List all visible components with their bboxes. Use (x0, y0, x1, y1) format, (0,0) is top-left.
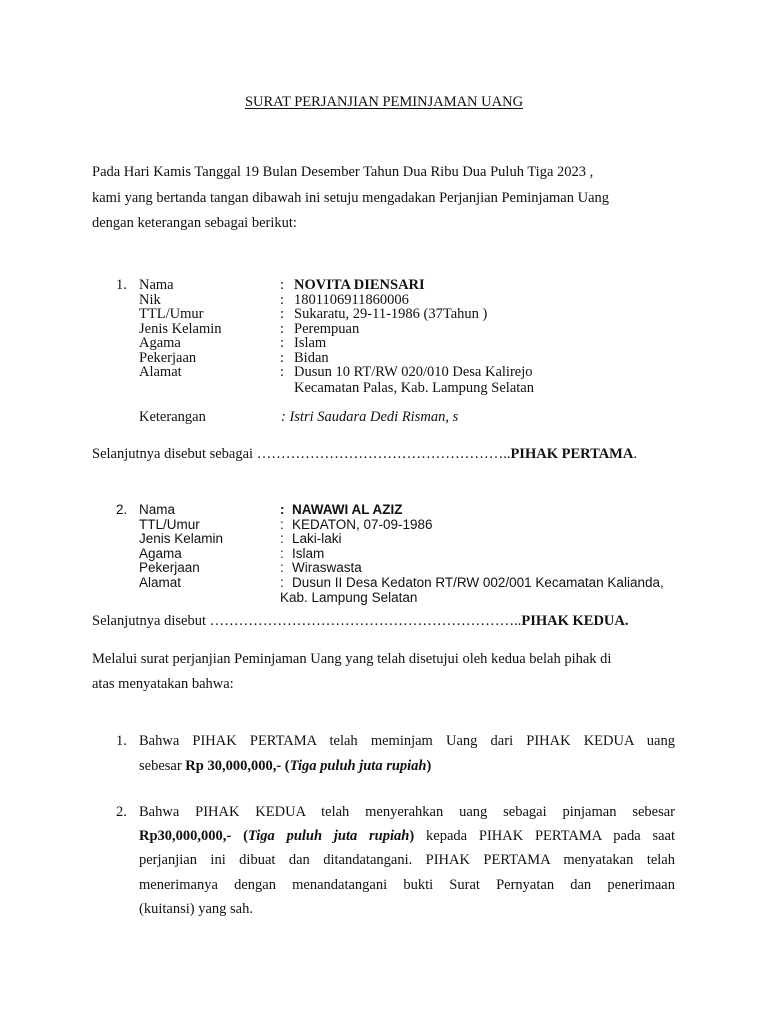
intro-line-3: dengan keterangan sebagai berikut: (92, 215, 297, 231)
clause1-amount: Rp 30,000,000,- ( (185, 758, 290, 774)
clause1-close: ) (426, 758, 432, 774)
intro-line-2: kami yang bertanda tangan dibawah ini setuju mengadakan Perjanjian Peminjaman Uang (92, 190, 610, 206)
party2-value-nama: NAWAWI AL AZIZ (292, 502, 403, 517)
colon: : (280, 517, 284, 532)
party1-number: 1. (116, 277, 127, 293)
party1-closing (92, 446, 637, 463)
colon: : (280, 546, 284, 561)
party2-label-gender: Jenis Kelamin (139, 531, 224, 546)
clause2-amount-words: Tiga puluh juta rupiah (247, 828, 410, 844)
statement-line-1: Melalui surat perjanjian Peminjaman Uang yang telah disetujui oleh kedua belah pihak di (92, 651, 612, 667)
party2-value-ttl: KEDATON, 07-09-1986 (292, 517, 433, 532)
party1-closing-prefix: Selanjutnya disebut sebagai …………………………………………….. (92, 446, 511, 462)
colon: : (280, 502, 285, 517)
party1-role: PIHAK PERTAMA (510, 446, 634, 462)
party2-label-religion: Agama (139, 546, 182, 561)
party1-closing-suffix: . (633, 446, 637, 462)
clause2-line-3: perjanjian ini dibuat dan ditandatangani. PIHAK PERTAMA menyatakan telah (139, 852, 675, 868)
colon: : (280, 560, 284, 575)
party1-value-nik: 1801106911860006 (294, 292, 409, 308)
party2-closing (92, 613, 629, 630)
party2-number: 2. (116, 502, 128, 517)
colon: : (280, 306, 285, 322)
colon: : (280, 350, 285, 366)
party1-label-nama: Nama (139, 277, 174, 293)
party2-label-address: Alamat (139, 575, 182, 590)
colon: : (280, 575, 284, 590)
party2-value-address: Dusun II Desa Kedaton RT/RW 002/001 Kecamatan Kalianda, (292, 575, 664, 590)
clause1-line-2 (139, 758, 431, 775)
document-title: SURAT PERJANJIAN PEMINJAMAN UANG (244, 94, 524, 110)
party2-label-job: Pekerjaan (139, 560, 200, 575)
party2-role: PIHAK KEDUA. (521, 613, 629, 629)
statement-line-2: atas menyatakan bahwa: (92, 676, 234, 692)
colon: : (280, 364, 285, 380)
colon: : (280, 292, 285, 308)
clause2-line-5: (kuitansi) yang sah. (139, 901, 253, 917)
colon: : (280, 531, 284, 546)
party2-value-address-2: Kab. Lampung Selatan (280, 590, 418, 605)
party1-label-religion: Agama (139, 335, 181, 351)
clause2-amount: Rp30,000,000,- (139, 828, 232, 844)
intro-line-1: Pada Hari Kamis Tanggal 19 Bulan Desember Tahun Dua Ribu Dua Puluh Tiga 2023 , (92, 164, 594, 180)
clause2-open: ( (231, 828, 248, 844)
clause1-prefix: sebesar (139, 758, 186, 774)
party1-value-religion: Islam (294, 335, 327, 351)
party2-value-gender: Laki-laki (292, 531, 342, 546)
party1-note-label: Keterangan (139, 409, 206, 425)
party1-value-job: Bidan (294, 350, 329, 366)
colon: : (280, 321, 285, 337)
party1-value-nama: NOVITA DIENSARI (294, 277, 425, 293)
party2-label-ttl: TTL/Umur (139, 517, 200, 532)
clause2-number: 2. (116, 804, 127, 820)
party1-label-address: Alamat (139, 364, 182, 380)
party2-value-religion: Islam (292, 546, 325, 561)
party2-closing-prefix: Selanjutnya disebut ……………………………………………………….. (92, 613, 522, 629)
party1-value-address-2: Kecamatan Palas, Kab. Lampung Selatan (294, 380, 534, 396)
colon: : (280, 277, 285, 293)
party1-label-ttl: TTL/Umur (139, 306, 204, 322)
clause2-line-4: menerimanya dengan menandatangani bukti Surat Pernyatan dan penerimaan (139, 877, 675, 893)
party1-label-gender: Jenis Kelamin (139, 321, 222, 337)
party1-note-value: : Istri Saudara Dedi Risman, s (281, 409, 459, 425)
clause2-line-1: Bahwa PIHAK KEDUA telah menyerahkan uang sebagai pinjaman sebesar (139, 804, 675, 820)
clause2-close: ) (409, 828, 415, 844)
colon: : (280, 335, 285, 351)
party1-label-nik: Nik (139, 292, 161, 308)
clause1-amount-words: Tiga puluh juta rupiah (289, 758, 427, 774)
party1-value-gender: Perempuan (294, 321, 360, 337)
party1-label-job: Pekerjaan (139, 350, 197, 366)
clause2-rest: kepada PIHAK PERTAMA pada saat (414, 828, 675, 844)
clause2-line-2 (139, 828, 675, 845)
party2-label-nama: Nama (139, 502, 176, 517)
clause1-number: 1. (116, 733, 127, 749)
party2-value-job: Wiraswasta (292, 560, 362, 575)
party1-value-address: Dusun 10 RT/RW 020/010 Desa Kalirejo (294, 364, 533, 380)
clause1-line-1: Bahwa PIHAK PERTAMA telah meminjam Uang dari PIHAK KEDUA uang (139, 733, 675, 749)
party1-value-ttl: Sukaratu, 29-11-1986 (37Tahun ) (294, 306, 488, 322)
